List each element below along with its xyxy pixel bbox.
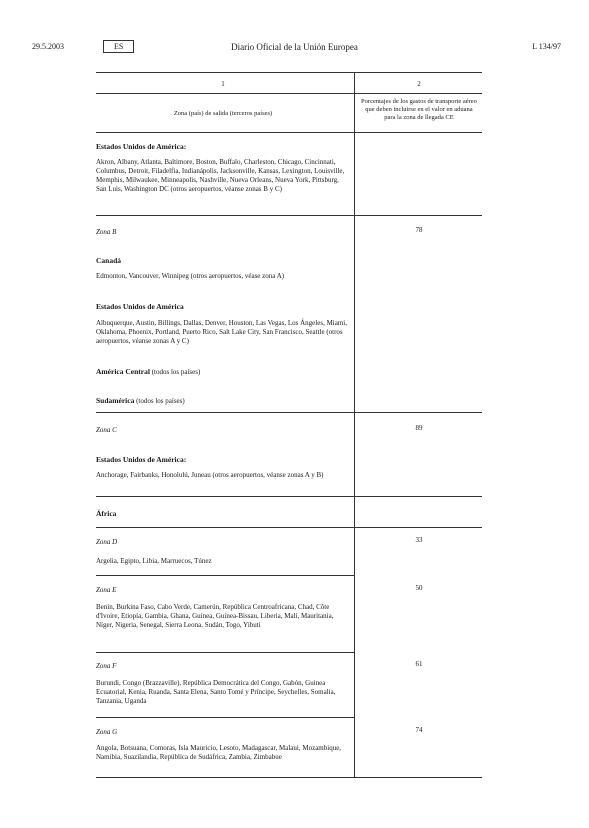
south-america-row	[96, 396, 350, 406]
zone-b-label: Zona B	[96, 228, 117, 236]
zone-d-label: Zona D	[96, 538, 118, 546]
usa3-cities: Anchorage, Fairbanks, Honolulú, Juneau (otros aeropuertos, véanse zonas A y B)	[96, 471, 324, 479]
usa3-title: Estados Unidos de América:	[96, 455, 187, 464]
header-number-border	[96, 93, 482, 94]
central-america-note: (todos los países)	[149, 368, 201, 376]
central-america-row	[96, 367, 350, 377]
language-badge: ES	[103, 40, 134, 53]
row-divider	[96, 496, 482, 497]
row-divider	[96, 412, 482, 413]
col2-header: Porcentajes de los gastos de transporte aéreo que deben incluirse en el valor en aduana para la zona de llegada CE	[361, 98, 477, 121]
header-bottom-border	[96, 132, 482, 133]
row-divider	[96, 652, 354, 653]
page-number: L 134/97	[532, 42, 561, 51]
table-bottom-border	[96, 777, 482, 778]
canada-cities: Edmonton, Vancouver, Winnipeg (otros aeropuertos, véase zona A)	[96, 272, 285, 280]
usa2-title: Estados Unidos de América	[96, 302, 184, 311]
zone-c-label: Zona C	[96, 426, 117, 434]
zone-f-label: Zona F	[96, 662, 117, 670]
table-top-border	[96, 72, 482, 73]
zone-e-value: 50	[415, 584, 423, 592]
zone-g-label: Zona G	[96, 728, 118, 736]
zone-d-value: 33	[415, 536, 423, 544]
col1-number: 1	[221, 80, 225, 88]
tariff-table	[96, 72, 482, 778]
column-divider	[354, 72, 355, 778]
journal-title: Diario Oficial de la Unión Europea	[231, 42, 358, 52]
canada-title: Canadá	[96, 256, 122, 265]
usa1-cities: Akron, Albany, Atlanta, Baltimore, Boston, Buffalo, Charleston, Chicago, Cincinnati, Columbus, Detroit, Filadelfia, Indianápolis, Jacksonville, Kansas, Lexington, Louisville, Memphis, Milwaukee, Minneapolis, Nashville, Nueva Orleans, Nueva York, Pittsburg, San Luis, Washington DC (otros aeropuertos, véanse zonas B y C)	[96, 158, 345, 193]
central-america-title: América Central	[96, 367, 150, 376]
zone-g-value: 74	[415, 726, 423, 734]
zone-f-countries: Burundi, Congo (Brazzaville), República Democrática del Congo, Gabón, Guinea Ecuatorial, Kenia, Ruanda, Santa Elena, Santo Tomé y Príncipe, Seychelles, Somalia, Tanzania, Uganda	[96, 679, 336, 705]
usa1-title: Estados Unidos de América:	[96, 142, 187, 151]
usa2-cities: Albuquerque, Austin, Billings, Dallas, Denver, Houston, Las Vegas, Los Ángeles, Miami, Oklahoma, Phoenix, Portland, Puerto Rico, Salt Lake City, San Francisco, Seattle (otros aeropuertos, véanse zonas A y C)	[96, 319, 347, 345]
africa-title: África	[96, 509, 117, 518]
zone-c-value: 89	[415, 424, 423, 432]
row-divider	[96, 527, 482, 528]
south-america-title: Sudamérica	[96, 396, 135, 405]
zone-e-countries: Benín, Burkina Faso, Cabo Verde, Camerún, República Centroafricana, Chad, Côte d'Ivoire, Etiopía, Gambia, Ghana, Guinea, Guinea-Bissau, Liberia, Malí, Mauritania, Níger, Nigeria, Senegal, Sierra Leona, Sudán, Togo, Yibuti	[96, 603, 334, 629]
south-america-note: (todos los países)	[134, 397, 185, 405]
col2-number: 2	[417, 80, 421, 88]
zone-d-countries: Argelia, Egipto, Libia, Marruecos, Túnez	[96, 557, 212, 565]
col1-header: Zona (país) de salida (terceros países)	[173, 110, 273, 117]
zone-e-label: Zona E	[96, 586, 117, 594]
zone-f-value: 61	[415, 660, 423, 668]
zone-g-countries: Angola, Botsuana, Comoras, Isla Mauricio, Lesoto, Madagascar, Malaui, Mozambique, Namibia, Suazilandia, República de Sudáfrica, Zambia, Zimbabue	[96, 744, 342, 761]
header-date: 29.5.2003	[32, 42, 64, 51]
row-divider	[96, 717, 354, 718]
row-divider	[96, 575, 354, 576]
row-divider	[96, 215, 482, 216]
zone-b-value: 78	[415, 226, 423, 234]
